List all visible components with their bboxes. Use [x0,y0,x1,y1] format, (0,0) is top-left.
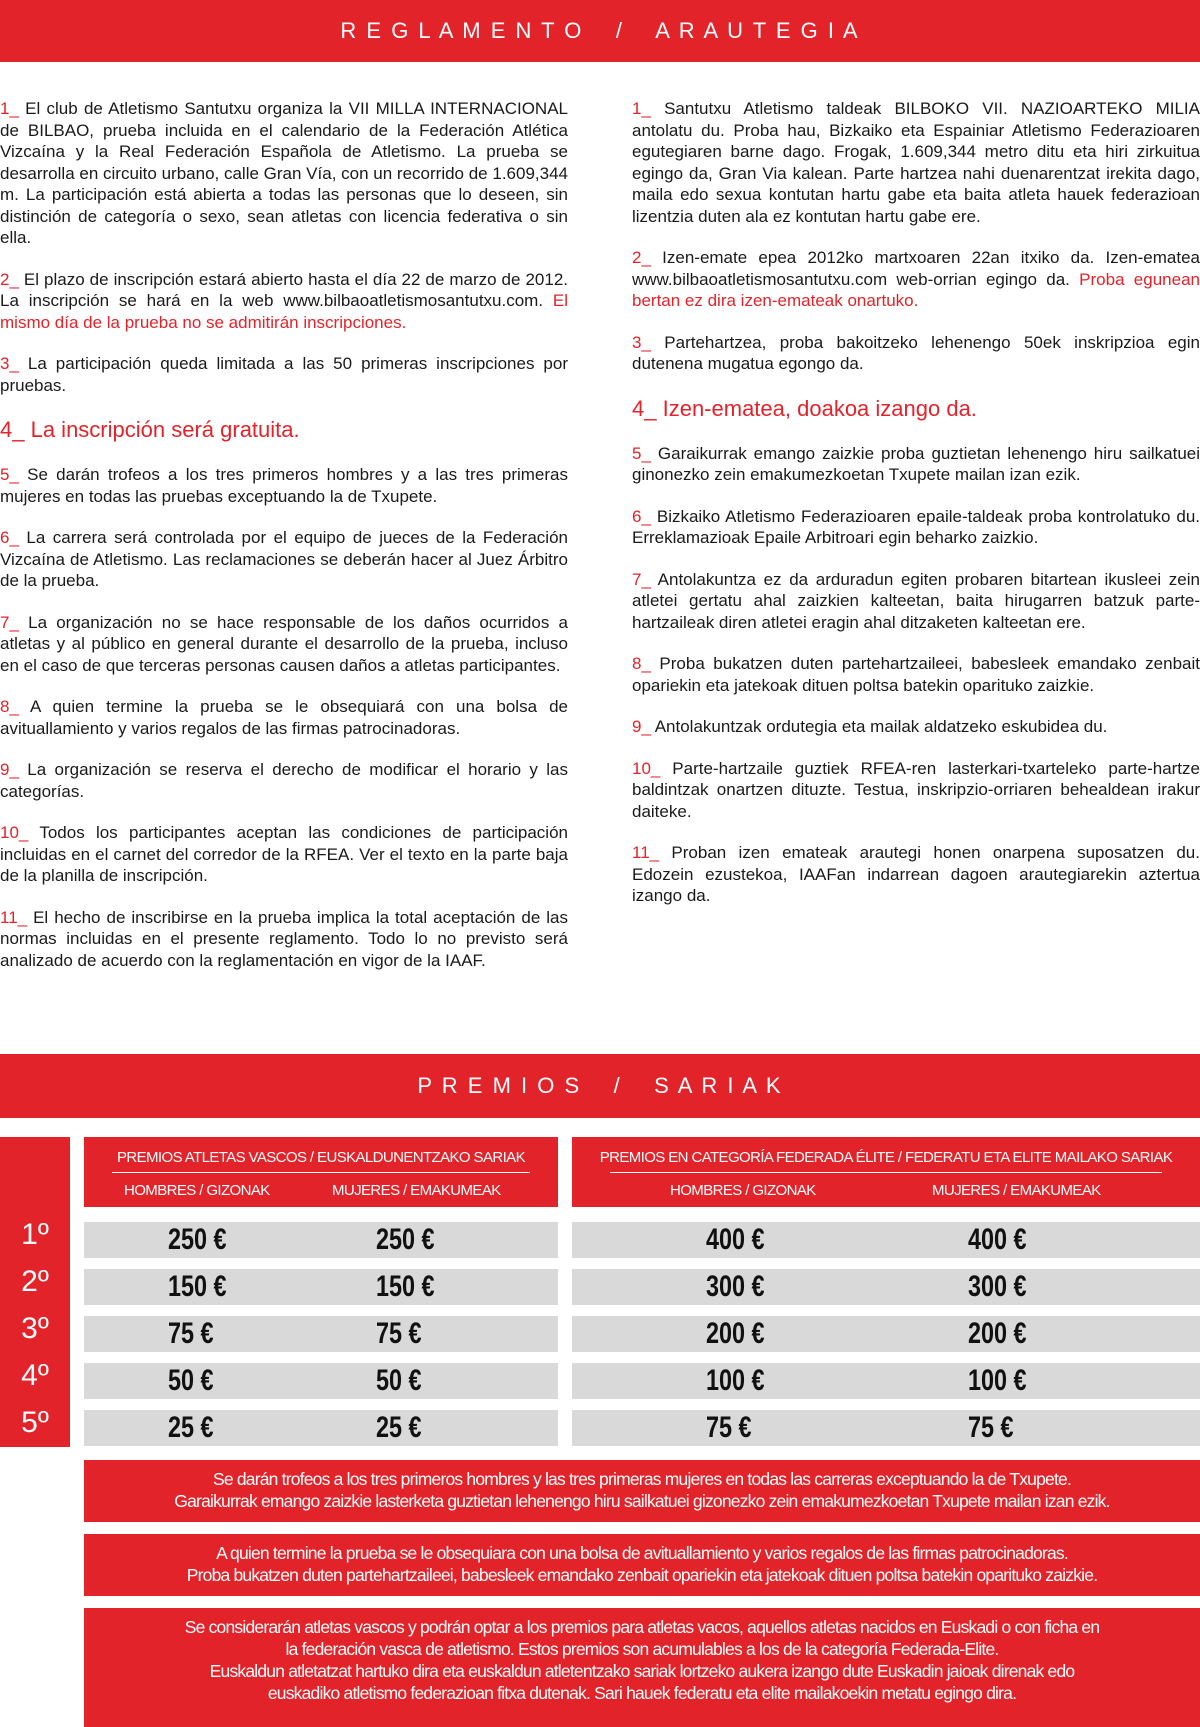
rule-text: Antolakuntza ez da arduradun egiten probaren bitartean ikusleei zein atletei gertatu ahal zaizkien kalteetan, baita hirugarren batzuk parte-hartzaileak diren atletei eragin ahal ditzaketen kalteetan ere. [632,569,1200,632]
notice-line: la federación vasca de atletismo. Estos premios son acumulables a los de la categoría Federada-Elite. [285,1639,999,1659]
prize-amount: 300 € [968,1270,1027,1303]
prize-amount: 400 € [706,1223,765,1256]
rule-text: Bizkaiko Atletismo Federazioaren epaile-taldeak proba kontrolatuko du. Erreklamazioak Epaile Arbitroari egin beharko zaizkio. [632,506,1200,547]
arautegia-rule-7 [632,569,1200,634]
rule-text: Parte-hartzaile guztiek RFEA-ren lasterkari-txarteleko parte-hartze baldintzak onartzen dituzte. Testua, inskripzio-orriaren behealdean irakur daiteke. [632,758,1200,821]
rule-text: Izen-emate epea 2012ko martxoaren 22an itxiko da. Izen-ematea www.bilbaoatletismosantutxu.com web-orrian egingo da. [632,248,1200,289]
rule-text: Se darán trofeos a los tres primeros hombres y a las tres primeras mujeres en todas las pruebas exceptuando la de Txupete. [0,465,568,506]
rule-number: 7_ [632,569,651,589]
rule-text: La organización no se hace responsable de los daños ocurridos a atletas y al público en general durante el desarrollo de la prueba, incluso en el caso de que terceras personas causen daños a atletas participantes. [0,612,568,675]
rule-highlight: El mismo día de la prueba no se admitirán inscripciones. [0,291,568,332]
reglamento-column [0,98,568,991]
prize-amount: 200 € [968,1317,1027,1350]
prize-amount: 100 € [968,1364,1027,1397]
elite-men-header: HOMBRES / GIZONAK [670,1182,816,1199]
prize-row-elite [572,1410,1200,1446]
arautegia-rule-1 [632,98,1200,227]
notice-line: Garaikurrak emango zaizkie lasterketa guztietan lehenengo hiru sailkatuei gizonezko zein emakumezkoetan Txupete mailan izan ezik. [174,1491,1110,1511]
prize-amount: 200 € [706,1317,765,1350]
rank-label: 1º [21,1218,49,1251]
notice-line: Se considerarán atletas vascos y podrán optar a los premios para atletas vacos, aquellos atletas nacidos en Euskadi o con ficha en [184,1617,1100,1637]
rule-number: 8_ [632,654,651,673]
reglamento-rule-11 [0,907,568,972]
reglamento-rule-10 [0,822,568,887]
rule-number: 4_ [0,417,25,442]
header-band [0,0,1200,62]
rule-number: 5_ [0,465,19,484]
rule-text: La inscripción será gratuita. [24,417,300,442]
reglamento-rule-1 [0,98,568,249]
prize-amount: 75 € [376,1317,422,1350]
notice-line: Se darán trofeos a los tres primeros hombres y las tres primeras mujeres en todas las carreras exceptuando la de Txupete. [212,1469,1072,1489]
rank-label: 4º [21,1359,49,1392]
rule-number: 4_ [632,395,657,421]
rule-number: 2_ [632,248,651,267]
rule-number: 7_ [0,612,19,632]
rank-label: 3º [21,1312,49,1345]
arautegia-rule-10 [632,758,1200,823]
prize-amount: 75 € [168,1317,214,1350]
rank-label: 2º [21,1265,49,1298]
rule-number: 6_ [632,506,651,526]
premios-band [0,1054,1200,1118]
rank-strip [0,1137,70,1447]
reglamento-rule-6 [0,527,568,592]
rule-number: 1_ [632,99,651,118]
vascos-prizes-header [84,1137,558,1207]
rule-text: La organización se reserva el derecho de modificar el horario y las categorías. [0,760,568,801]
arautegia-rule-9 [632,716,1200,738]
rule-text: Izen-ematea, doakoa izango da. [656,395,977,421]
notice-line: Euskaldun atletatzat hartuko dira eta euskaldun atletentzako sariak lortzeko aukera izango dute Euskadin jaioak direnak edo [209,1661,1075,1681]
rule-number: 11_ [0,907,28,927]
prize-row-elite [572,1222,1200,1258]
arautegia-rule-5 [632,443,1200,486]
prize-row-vascos [84,1363,558,1399]
rule-number: 1_ [0,99,19,118]
prize-amount: 75 € [968,1411,1014,1444]
arautegia-rule-2 [632,247,1200,312]
rule-number: 2_ [0,269,19,289]
rule-text: Proban izen emateak arautegi honen onarpena suposatzen du. Edozein ezustekoa, IAAFan indarrean dagoen arautegiarekin aztertua izango da. [632,843,1200,905]
premios-title: P R E M I O S / S A R I A K [417,1073,783,1098]
reglamento-rule-3 [0,353,568,396]
arautegia-rule-8 [632,653,1200,696]
rule-text: Antolakuntzak ordutegia eta mailak aldatzeko eskubidea du. [650,717,1108,736]
rule-number: 9_ [0,760,19,779]
rule-number: 3_ [0,354,19,373]
reglamento-rule-9 [0,759,568,802]
prize-amount: 150 € [376,1270,435,1303]
rule-number: 11_ [632,843,660,862]
elite-prizes-title: PREMIOS EN CATEGORÍA FEDERADA ÉLITE / FEDERATU ETA ELITE MAILAKO SARIAK [599,1149,1173,1166]
rule-number: 10_ [0,823,29,842]
notice-line: A quien termine la prueba se le obsequiara con una bolsa de avituallamiento y varios regalos de las firmas patrocinadoras. [216,1543,1068,1563]
rule-text: La participación queda limitada a las 50 primeras inscripciones por pruebas. [0,354,568,395]
reglamento-rule-2 [0,269,568,334]
prize-row-elite [572,1363,1200,1399]
rule-text: El hecho de inscribirse en la prueba implica la total aceptación de las normas incluidas en el presente reglamento. Todo lo no previsto será analizado de acuerdo con la reglamentación en vigor de la IAAF. [0,907,568,970]
divider [112,1172,530,1173]
prize-amount: 25 € [168,1411,214,1444]
notice-line: Proba bukatzen duten partehartzaileei, babesleek emandako zenbait opariekin eta jatekoak dituen poltsa batekin oparituko zaizkie. [186,1565,1098,1585]
divider [610,1172,1162,1173]
rule-text: Todos los participantes aceptan las condiciones de participación incluidas en el carnet del corredor de la RFEA. Ver el texto en la parte baja de la planilla de inscripción. [0,823,568,885]
rule-number: 6_ [0,528,19,547]
arautegia-column [632,98,1200,927]
rule-number: 9_ [632,717,651,736]
rule-text: La carrera será controlada por el equipo de jueces de la Federación Vizcaína de Atletismo. Las reclamaciones se deberán hacer al Juez Árbitro de la prueba. [0,528,568,590]
prize-amount: 250 € [168,1223,227,1256]
rule-text: El plazo de inscripción estará abierto hasta el día 22 de marzo de 2012. La inscripción se hará en la web www.bilbaoatletismosantutxu.com. [0,269,568,310]
prize-amount: 75 € [706,1411,752,1444]
elite-prizes-header [572,1137,1200,1207]
elite-women-header: MUJERES / EMAKUMEAK [932,1182,1101,1199]
rule-text: A quien termine la prueba se le obsequiará con una bolsa de avituallamiento y varios regalos de las firmas patrocinadoras. [0,697,568,738]
arautegia-rule-4 [632,395,1200,423]
prize-amount: 400 € [968,1223,1027,1256]
notice-line: euskadiko atletismo federazioan fitxa dutenak. Sari hauek federatu eta elite mailakoekin metatu egingo dira. [267,1683,1017,1703]
prize-amount: 50 € [376,1364,422,1397]
rule-number: 8_ [0,697,19,716]
rule-text: Proba bukatzen duten partehartzaileei, babesleek emandako zenbait opariekin eta jatekoak dituen poltsa batekin oparituko zaizkie. [632,654,1200,695]
vascos-prizes-title: PREMIOS ATLETAS VASCOS / EUSKALDUNENTZAKO SARIAK [117,1149,525,1166]
prize-amount: 25 € [376,1411,422,1444]
prize-row-vascos [84,1316,558,1352]
prize-row-vascos [84,1410,558,1446]
reglamento-rule-7 [0,612,568,677]
rule-text: Garaikurrak emango zaizkie proba guztietan lehenengo hiru sailkatuei ginonezko zein emakumezkoetan Txupete mailan izan ezik. [632,443,1200,484]
arautegia-rule-6 [632,506,1200,549]
rule-number: 5_ [632,443,651,463]
rank-label: 5º [21,1406,49,1439]
rule-text: Santutxu Atletismo taldeak BILBOKO VII. NAZIOARTEKO MILIA antolatu du. Proba hau, Bizkaiko eta Espainiar Atletismo Federazioaren egutegiaren barne dago. Frogak, 1.609,344 metro ditu eta hiri zirkuitua egingo da, Gran Via kalean. Parte hartzea nahi duenarentzat irekita dago, maila edo sexua kontutan hartu gabe eta baita atleta hauek federazioan lizentzia duten ala ez kontutan hartu gabe ere. [632,99,1200,226]
prize-amount: 300 € [706,1270,765,1303]
prize-row-elite [572,1269,1200,1305]
prize-amount: 150 € [168,1270,227,1303]
header-title: R E G L A M E N T O / A R A U T E G I A [340,18,860,43]
rule-number: 3_ [632,332,651,352]
vascos-men-header: HOMBRES / GIZONAK [124,1182,270,1199]
prize-amount: 100 € [706,1364,765,1397]
rule-text: Partehartzea, proba bakoitzeko lehenengo 50ek inskripzioa egin dutenena mugatua egongo da. [632,332,1200,373]
vascos-women-header: MUJERES / EMAKUMEAK [332,1182,501,1199]
rule-text: El club de Atletismo Santutxu organiza la VII MILLA INTERNACIONAL de BILBAO, prueba incluida en el calendario de la Federación Atlética Vizcaína y la Real Federación Española de Atletismo. La prueba se desarrolla en circuito urbano, calle Gran Vía, con un recorrido de 1.609,344 m. La participación está abierta a todas las personas que lo deseen, sin distinción de categoría o sexo, sean atletas con licencia federativa o sin ella. [0,99,568,247]
prize-row-vascos [84,1222,558,1258]
prize-row-vascos [84,1269,558,1305]
reglamento-rule-8 [0,696,568,739]
rule-highlight: Proba egunean bertan ez dira izen-emateak onartuko. [632,269,1200,310]
notice-box [84,1534,1200,1596]
notice-box [84,1460,1200,1522]
arautegia-rule-11 [632,842,1200,907]
reglamento-rule-5 [0,464,568,507]
arautegia-rule-3 [632,332,1200,375]
notice-box [84,1608,1200,1727]
prize-amount: 250 € [376,1223,435,1256]
rule-number: 10_ [632,758,661,778]
prize-amount: 50 € [168,1364,214,1397]
reglamento-rule-4 [0,416,568,444]
prize-row-elite [572,1316,1200,1352]
